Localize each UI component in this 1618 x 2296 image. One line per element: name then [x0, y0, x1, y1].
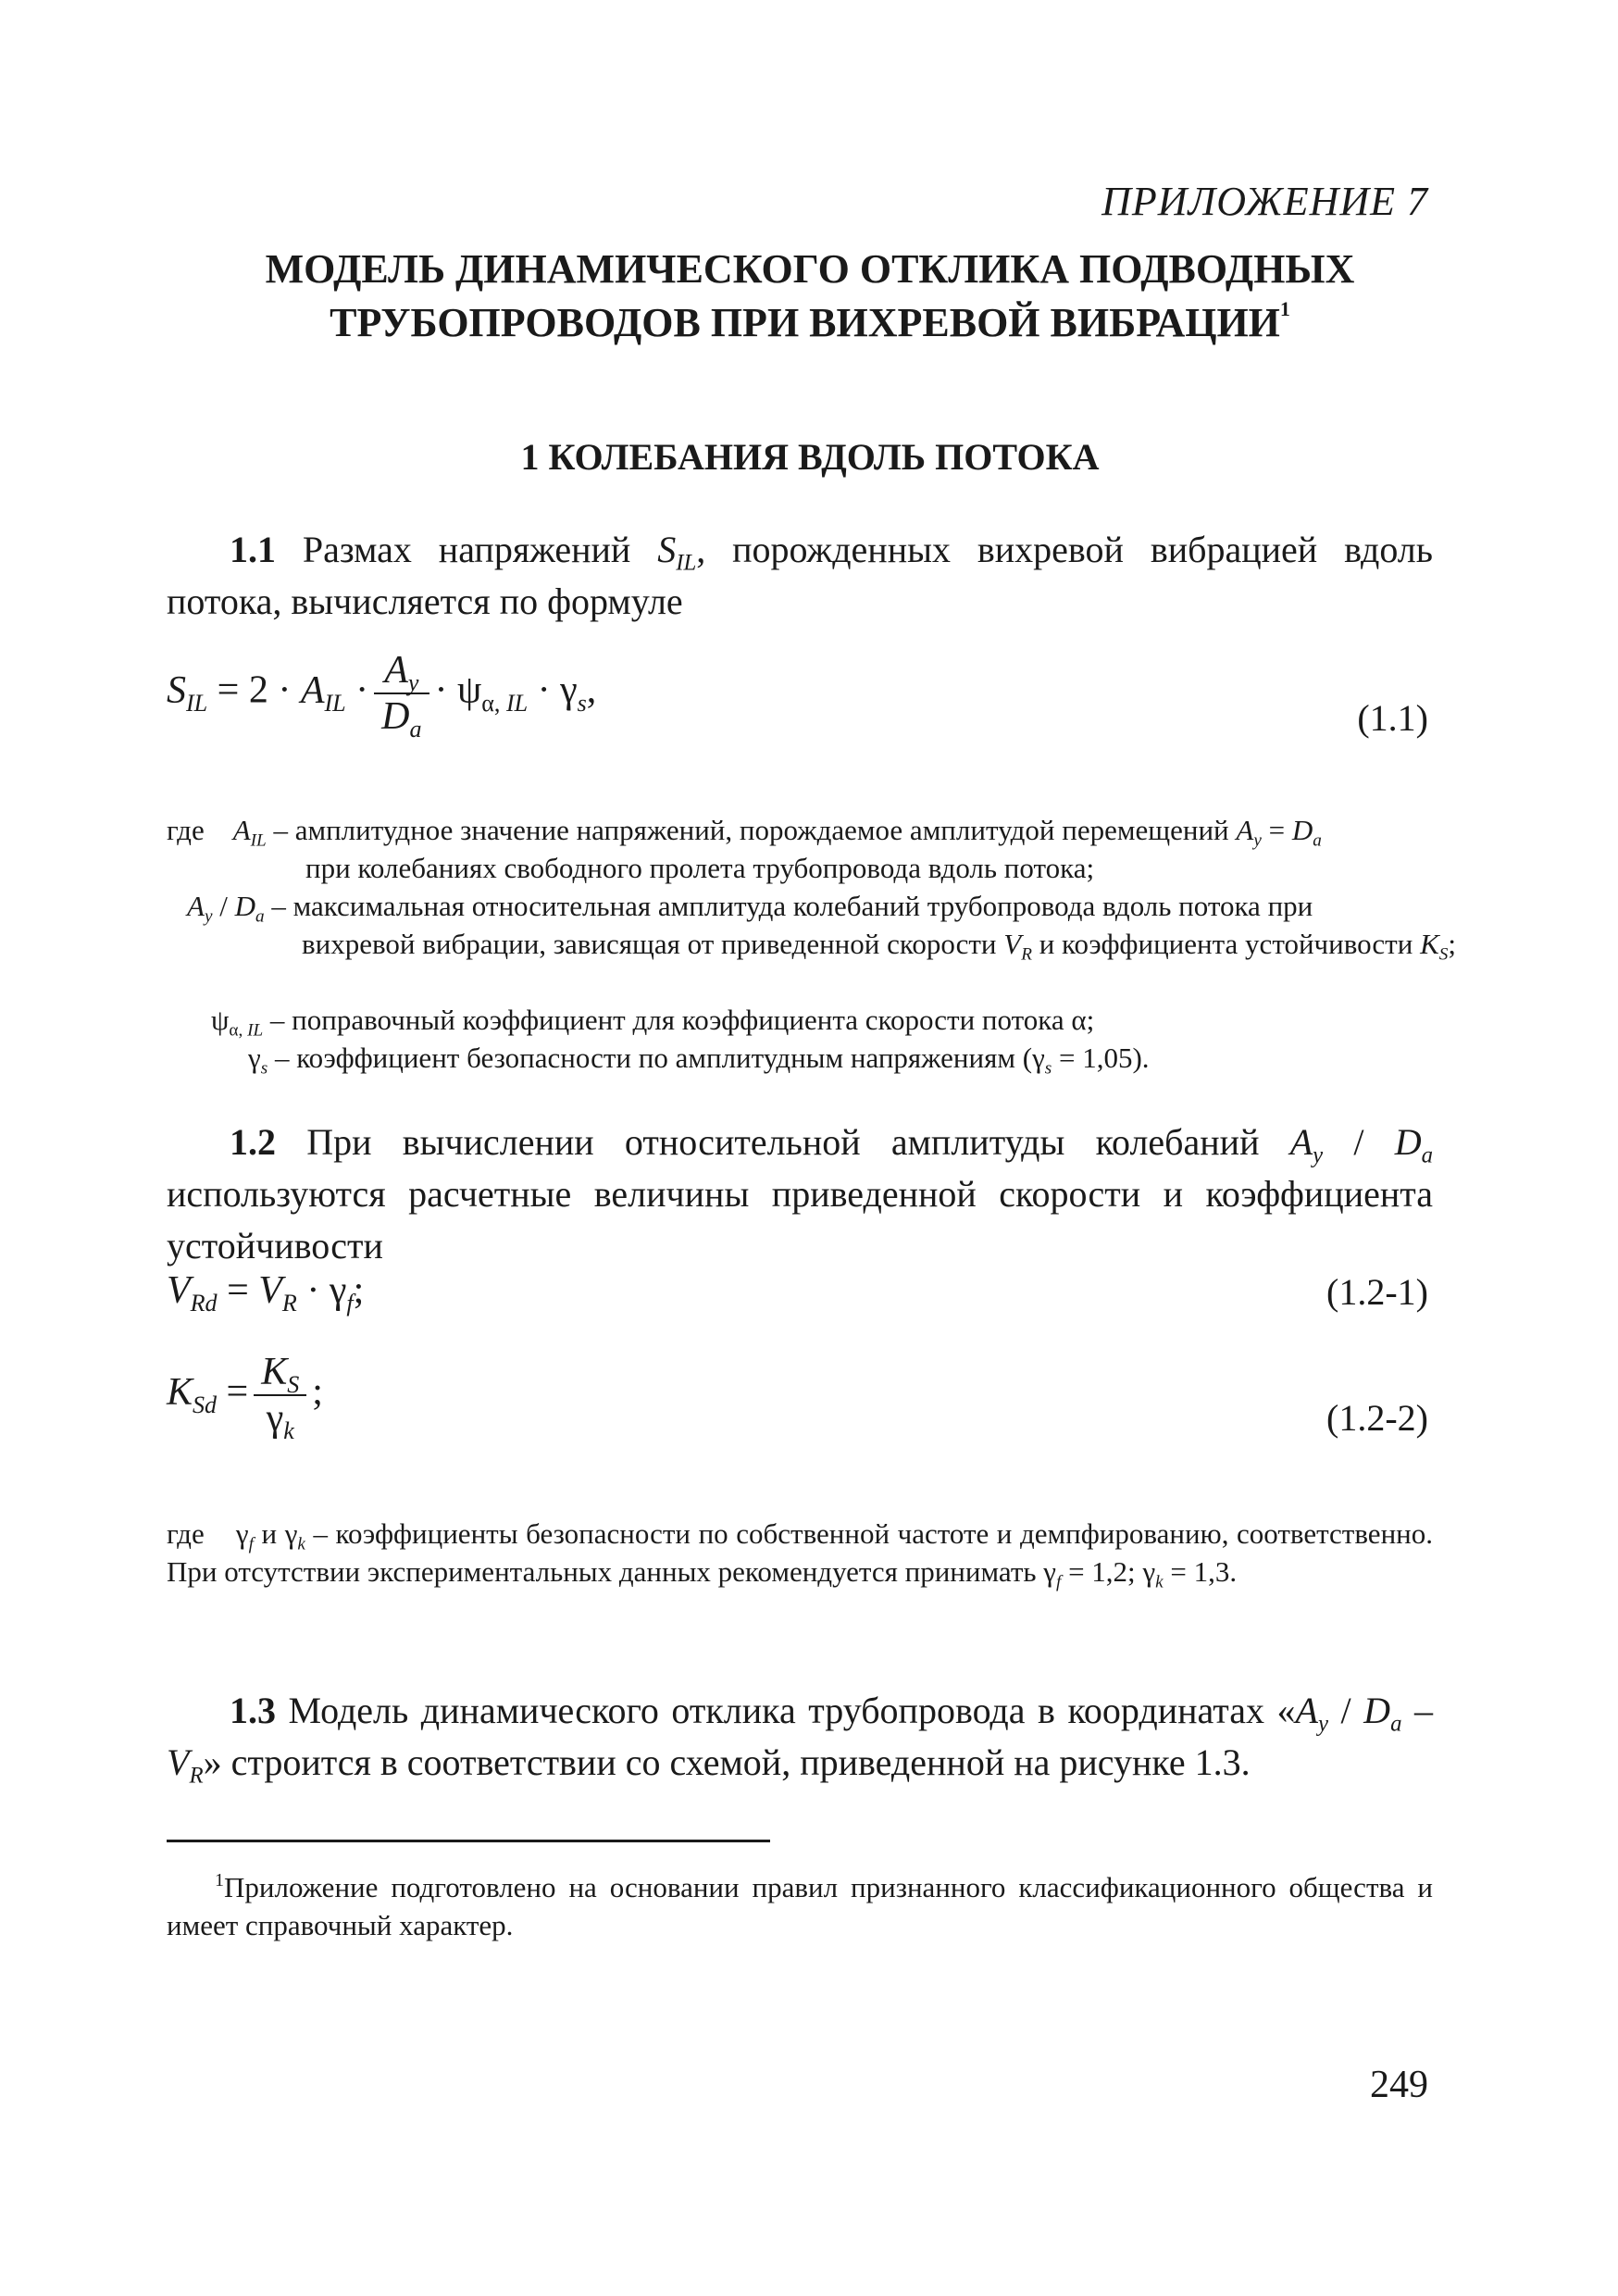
fraction: $\frac{A_y}{D_a}$: [374, 648, 429, 739]
definition-text: вихревой вибрации, зависящая от приведенной скорости: [302, 928, 997, 960]
title-line-2-text: ТРУБОПРОВОДОВ ПРИ ВИХРЕВОЙ ВИБРАЦИИ: [330, 300, 1280, 345]
footnote: [167, 1868, 1433, 1944]
definition-text: и: [253, 1517, 285, 1550]
clause-number: 1.2: [230, 1121, 276, 1163]
definition-text: – поправочный коэффициент для коэффициента скорости потока α;: [269, 1004, 1095, 1036]
title-line-1: МОДЕЛЬ ДИНАМИЧЕСКОГО ОТКЛИКА ПОДВОДНЫХ: [265, 246, 1355, 292]
math-symbol: $A_y$: [1289, 1121, 1324, 1168]
paragraph-text: » строится в соответствии со схемой, приведенной на рисунке 1.3.: [203, 1741, 1251, 1783]
definition-text: = 1,05).: [1052, 1042, 1150, 1074]
footnote-text: Приложение подготовлено на основании правил признанного классификационного общества и имеет справочный характер.: [167, 1871, 1433, 1941]
footnote-ref: 1: [1279, 297, 1290, 320]
definition-item: $A_y / D_a$ – максимальная относительная амплитуда колебаний трубопровода вдоль потока при: [187, 890, 1313, 927]
paragraph-1-2: 1.2 При вычислении относительной амплитуды колебаний $A_y / D_a$ используются расчетные величины приведенной скорости и коэффициента устойчивости: [167, 1121, 1433, 1267]
formula-1-2-2: $K_{Sd}$ = $\frac{K_S}{\gamma_k}$ ;: [167, 1351, 323, 1445]
paragraph-text: Размах напряжений: [276, 529, 658, 570]
definition-text: = 1,2;: [1061, 1555, 1143, 1588]
definition-text: = 1,3.: [1163, 1555, 1238, 1588]
math-symbol: $A_y$: [1295, 1690, 1328, 1737]
definition-text: – коэффициент безопасности по амплитудным напряжениям (: [274, 1042, 1033, 1074]
math-symbol: $S_{IL}$: [657, 529, 697, 576]
definition-continuation: при колебаниях свободного пролета трубопровода вдоль потока;: [305, 852, 1095, 884]
definitions-list-2: где $\gamma_f$ и $\gamma_k$ – коэффициенты безопасности по собственной частоте и демпфированию, соответственно. При отсутствии экспериментальных данных рекомендуется принимать $\gamma_f = 1,2$; $\gamma_k = 1,3$.: [167, 1517, 1433, 1592]
page-number: 249: [1370, 2064, 1428, 2106]
definition-item: $\gamma_s$ – коэффициент безопасности по амплитудным напряжениям $(\gamma_s = 1,05)$.: [248, 1042, 1150, 1079]
where-label: где: [167, 1517, 205, 1550]
definition-text: – амплитудное значение напряжений, порождаемое амплитудой перемещений: [273, 814, 1229, 846]
appendix-label: ПРИЛОЖЕНИЕ 7: [1101, 179, 1428, 224]
fraction: $\frac{K_S}{\gamma_k}$: [254, 1350, 306, 1441]
section-heading: 1 КОЛЕБАНИЯ ВДОЛЬ ПОТОКА: [520, 436, 1100, 478]
definition-item: где $A_{IL}$ – амплитудное значение напряжений, порождаемое амплитудой перемещений $A_y = D_a$: [167, 814, 1322, 851]
definition-continuation: вихревой вибрации, зависящая от приведенной скорости $V_R$ и коэффициента устойчивости $K_S$;: [302, 928, 1456, 965]
equation-number: (1.2-2): [1326, 1397, 1428, 1439]
definition-text: – максимальная относительная амплитуда колебаний трубопровода вдоль потока при: [271, 890, 1313, 922]
definition-text: и коэффициента устойчивости: [1039, 928, 1413, 960]
footnote-separator: [167, 1840, 770, 1842]
clause-number: 1.3: [230, 1690, 276, 1731]
footnote-mark: 1: [215, 1870, 224, 1890]
definition-text: – коэффициенты безопасности по собственной частоте и демпфированию, соответственно. При отсутствии экспериментальных данных рекомендуется принимать: [167, 1517, 1433, 1588]
paragraph-text: , порожденных вихревой вибрацией вдоль потока, вычисляется по формуле: [167, 529, 1433, 622]
equation-number: (1.1): [1357, 697, 1428, 739]
paragraph-text: Модель динамического отклика трубопровода в координатах «: [276, 1690, 1296, 1731]
paragraph-1-3: 1.3 Модель динамического отклика трубопровода в координатах «$A_y / D_a - V_R$» строится в соответствии со схемой, приведенной на рисунке 1.3.: [167, 1690, 1434, 1789]
formula-1-2-1: $V_{Rd} = V_R \cdot \gamma_f$;: [167, 1269, 365, 1317]
paragraph-text: При вычислении относительной амплитуды колебаний: [276, 1121, 1290, 1163]
equation-number: (1.2-1): [1326, 1271, 1428, 1313]
formula-1-1: $S_{IL} = 2 \cdot A_{IL}$ · $\frac{A_y}{D_a}$ · $\psi_{\alpha, IL} \cdot \gamma_s$,: [167, 649, 597, 743]
paragraph-text: используются расчетные величины приведенной скорости и коэффициента устойчивости: [167, 1173, 1433, 1267]
definition-item: $\psi_{\alpha, IL}$ – поправочный коэффициент для коэффициента скорости потока α;: [211, 1004, 1095, 1041]
clause-number: 1.1: [230, 529, 276, 570]
where-label: где: [167, 814, 205, 846]
